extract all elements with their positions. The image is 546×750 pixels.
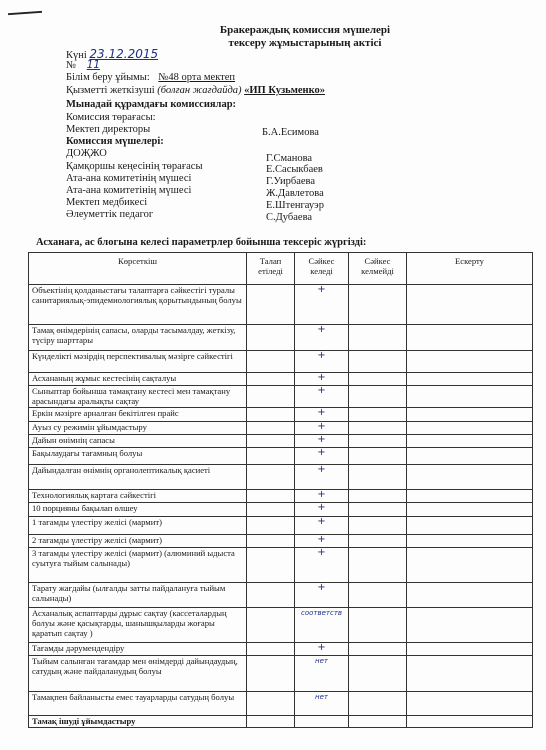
table-row xyxy=(29,583,533,608)
check-mark: + xyxy=(295,325,349,351)
row-indicator: Еркін мәзірге арналған бекітілген прайс xyxy=(29,408,247,422)
table-row xyxy=(29,448,533,465)
member-role: ДОҖЖО xyxy=(66,148,107,159)
table-section-row xyxy=(29,716,533,728)
check-mark: + xyxy=(295,351,349,373)
check-mark: + xyxy=(295,643,349,656)
members-heading: Комиссия мүшелері: xyxy=(66,136,164,147)
table-intro: Асханаға, ас блогына келесі параметрлер бойынша тексеріс жүргізді: xyxy=(36,237,367,248)
check-mark: + xyxy=(295,490,349,503)
supplier-note: (болған жағдайда) xyxy=(157,85,242,96)
row-indicator: Тамақпен байланысты емес тауарларды сатудың болуы xyxy=(29,692,247,716)
col-header-note: Ескерту xyxy=(407,253,533,285)
check-mark: + xyxy=(295,548,349,583)
member-name: Е.Сасыкбаев xyxy=(266,164,323,175)
row-indicator: 1 тағамды үлестіру желісі (мармит) xyxy=(29,517,247,535)
number-label: № xyxy=(66,60,77,71)
table-row xyxy=(29,608,533,643)
table-row xyxy=(29,535,533,548)
table-row xyxy=(29,643,533,656)
handwritten-note: соответств xyxy=(295,608,349,643)
row-indicator: Тағамды дәрумендендіру xyxy=(29,643,247,656)
member-name: С.Дубаева xyxy=(266,212,313,223)
check-mark: + xyxy=(295,408,349,422)
row-indicator: Технологиялық картаға сәйкестігі xyxy=(29,490,247,503)
table-row xyxy=(29,386,533,408)
col-header-indicator: Көрсеткіш xyxy=(29,253,247,285)
table-row xyxy=(29,422,533,435)
row-indicator: Дайын өнімнің сапасы xyxy=(29,435,247,448)
check-mark: + xyxy=(295,422,349,435)
table-row xyxy=(29,465,533,490)
inspection-table xyxy=(28,252,533,728)
row-indicator: 10 порцияны бақылап өлшеу xyxy=(29,503,247,517)
col-header-required: Талап етіледі xyxy=(247,253,295,285)
check-mark: + xyxy=(295,373,349,386)
org-row xyxy=(66,72,235,83)
member-role: Әлеуметтік педагог xyxy=(66,209,154,220)
member-role: Ата-ана комитетінің мүшесі xyxy=(66,173,192,184)
number-row xyxy=(66,59,100,71)
check-mark: + xyxy=(295,503,349,517)
member-role: Ата-ана комитетінің мүшесі xyxy=(66,185,192,196)
handwritten-note: нет xyxy=(295,656,349,692)
corner-pen-mark xyxy=(8,11,42,15)
chair-role: Мектеп директоры xyxy=(66,124,151,135)
col-header-compliant: Сәйкес келеді xyxy=(295,253,349,285)
row-indicator: Сыныптар бойынша тамақтану кестесі мен тамақтану арасындағы аралықты сақтау xyxy=(29,386,247,408)
commission-heading: Мынадай құрамдағы комиссиялар: xyxy=(66,99,237,110)
check-mark: + xyxy=(295,285,349,325)
member-role: Мектеп медбикесі xyxy=(66,197,148,208)
table-row xyxy=(29,692,533,716)
table-row xyxy=(29,517,533,535)
table-row xyxy=(29,285,533,325)
member-name: Г.Сманова xyxy=(266,153,313,164)
member-name: Ж.Давлетова xyxy=(266,188,324,199)
supplier-label: Қызметті жеткізуші xyxy=(66,85,155,96)
row-indicator: Дайындалған өнімнің органолептикалық қасиеті xyxy=(29,465,247,490)
date-value: 23.12.2015 xyxy=(89,47,159,61)
section-label: Тамақ ішуді ұйымдастыру xyxy=(29,716,247,728)
row-indicator: Тарату жағдайы (ылғалды затты пайдалануға тыйым салынады) xyxy=(29,583,247,608)
row-indicator: 3 тағамды үлестіру желісі (мармит) (алюминий ыдыста суытуға тыйым салынады) xyxy=(29,548,247,583)
table-row xyxy=(29,490,533,503)
date-label: Күні xyxy=(66,50,87,61)
row-indicator: Күнделікті мәзірдің перспективалық мәзірге сәйкестігі xyxy=(29,351,247,373)
row-indicator: 2 тағамды үлестіру желісі (мармит) xyxy=(29,535,247,548)
row-indicator: Асханалық аспаптарды дұрыс сақтау (кассеталардың болуы және қасықтарды, шанышқыларды жоғары қаратып сақтау ) xyxy=(29,608,247,643)
table-header-row xyxy=(29,253,533,285)
org-label: Білім беру ұйымы: xyxy=(66,72,150,83)
row-indicator: Ауыз су режимін ұйымдастыру xyxy=(29,422,247,435)
member-name: Е.Штенгауэр xyxy=(266,200,324,211)
check-mark: + xyxy=(295,517,349,535)
check-mark: + xyxy=(295,435,349,448)
table-row xyxy=(29,408,533,422)
table-row xyxy=(29,435,533,448)
check-mark: + xyxy=(295,448,349,465)
table-row xyxy=(29,503,533,517)
chair-name: Б.А.Есимова xyxy=(262,127,319,138)
row-indicator: Объектінің қолданыстағы талаптарға сәйкестігі туралы санитариялық-эпидемиологиялық қорытындының болуы xyxy=(29,285,247,325)
table-row xyxy=(29,351,533,373)
supplier-value: «ИП Кузьменко» xyxy=(244,85,325,96)
member-name: Г.Уирбаева xyxy=(266,176,316,187)
number-value: 11 xyxy=(86,59,101,71)
document-title-line2: тексеру жұмыстарының актісі xyxy=(228,37,382,49)
check-mark: + xyxy=(295,583,349,608)
col-header-noncompliant: Сәйкес келмейді xyxy=(349,253,407,285)
check-mark: + xyxy=(295,535,349,548)
chair-label: Комиссия төрағасы: xyxy=(66,112,156,123)
org-value: №48 орта мектеп xyxy=(158,72,236,83)
table-row xyxy=(29,548,533,583)
row-indicator: Бақылаудағы тағамның болуы xyxy=(29,448,247,465)
table-row xyxy=(29,325,533,351)
row-indicator: Тамақ өнімдерінің сапасы, оларды тасымалдау, жеткізу, түсіру шарттары xyxy=(29,325,247,351)
row-indicator: Тыйым салынған тағамдар мен өнімдерді дайындаудың, сатудың және пайдаланудың болуы xyxy=(29,656,247,692)
check-mark: + xyxy=(295,465,349,490)
member-role: Қамқоршы кеңесінің төрағасы xyxy=(66,161,203,172)
supplier-row xyxy=(66,85,325,96)
check-mark: + xyxy=(295,386,349,408)
row-indicator: Асхананың жұмыс кестесінің сақталуы xyxy=(29,373,247,386)
document-title-line1: Бракераждық комиссия мүшелері xyxy=(219,24,391,36)
handwritten-note: нет xyxy=(295,692,349,716)
table-row xyxy=(29,656,533,692)
table-row xyxy=(29,373,533,386)
